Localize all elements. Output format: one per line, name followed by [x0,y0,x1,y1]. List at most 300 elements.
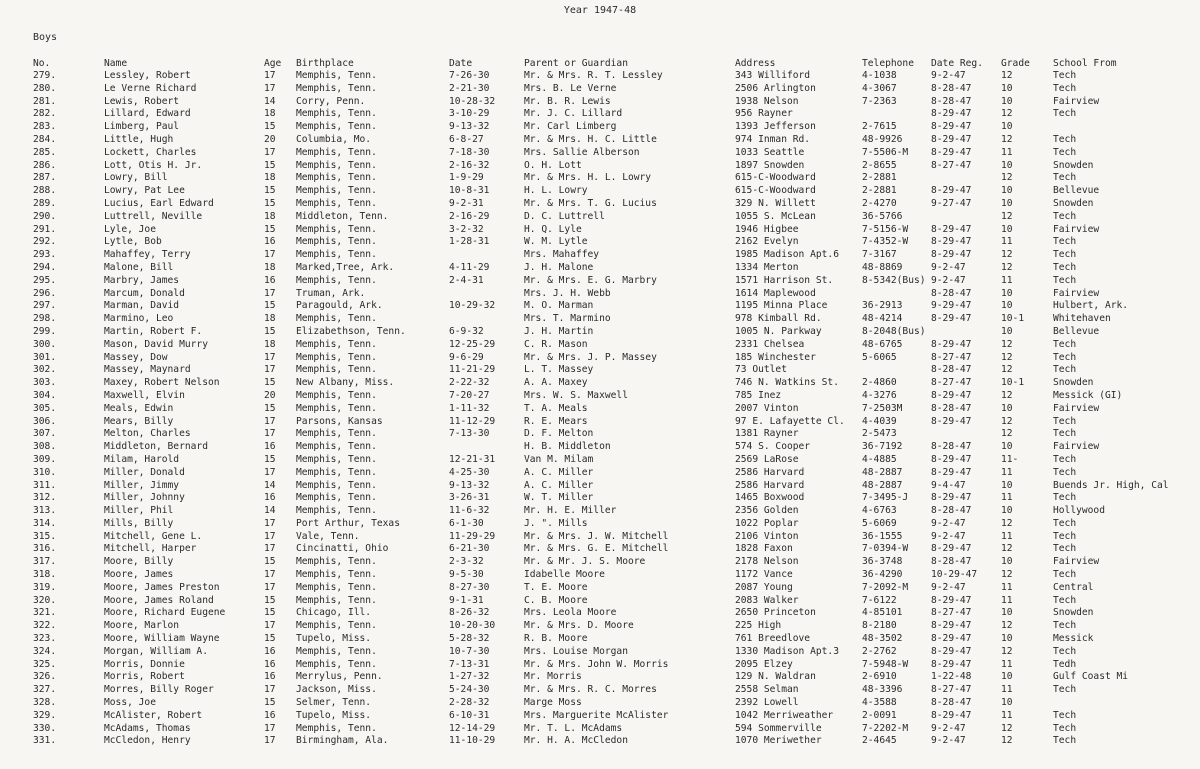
cell-name: McAdams, Thomas [104,722,191,734]
cell-telephone: 7-2092-M [862,581,909,593]
cell-no: 284. [33,133,57,145]
cell-telephone: 8-2048(Bus) [862,325,926,337]
cell-name: Milam, Harold [104,453,180,465]
cell-birthplace: Columbia, Mo. [296,133,372,145]
cell-date-reg: 9-2-47 [931,530,966,542]
header-name: Name [104,58,128,69]
cell-address: 1946 Higbee [735,223,799,235]
cell-age: 17 [264,517,276,529]
cell-grade: 12 [1001,364,1013,376]
cell-age: 16 [264,658,276,670]
cell-telephone: 2-6910 [862,671,897,683]
header-school-from: School From [1053,58,1117,69]
cell-telephone: 48-3502 [862,633,903,645]
cell-school-from: Tech [1053,453,1077,465]
cell-telephone: 2-2881 [862,172,897,184]
table-row [0,607,1200,620]
cell-age: 15 [264,453,276,465]
cell-age: 20 [264,389,276,401]
cell-grade: 10 [1001,159,1013,171]
cell-grade: 11 [1001,146,1013,158]
cell-no: 295. [33,274,57,286]
cell-date: 9-5-30 [449,569,484,581]
cell-parent: Mrs. Leola Moore [524,607,617,619]
table-row [0,262,1200,275]
header-date: Date [449,58,473,69]
table-row [0,147,1200,160]
cell-date: 6-1-30 [449,517,484,529]
cell-birthplace: Parsons, Kansas [296,415,383,427]
cell-parent: Mr. Morris [524,671,582,683]
table-row [0,518,1200,531]
table-row [0,108,1200,121]
cell-grade: 12 [1001,517,1013,529]
cell-date: 1-28-31 [449,236,490,248]
cell-date-reg: 8-27-47 [931,351,972,363]
cell-age: 17 [264,684,276,696]
cell-telephone: 2-0091 [862,709,897,721]
cell-age: 18 [264,108,276,120]
cell-address: 2586 Harvard [735,479,805,491]
cell-age: 20 [264,133,276,145]
cell-name: Miller, Donald [104,466,185,478]
cell-address: 2087 Young [735,581,793,593]
table-row [0,595,1200,608]
cell-name: Lott, Otis H. Jr. [104,159,203,171]
cell-address: 574 S. Cooper [735,441,811,453]
cell-no: 308. [33,441,57,453]
table-row [0,454,1200,467]
cell-grade: 10 [1001,300,1013,312]
table-row [0,428,1200,441]
cell-address: 785 Inez [735,389,782,401]
cell-name: Massey, Dow [104,351,168,363]
cell-parent: Mrs. B. Le Verne [524,82,617,94]
cell-name: Lessley, Robert [104,70,191,81]
cell-grade: 10 [1001,185,1013,197]
cell-date: 9-6-29 [449,351,484,363]
cell-school-from: Fairview [1053,223,1100,235]
cell-date-reg: 8-29-47 [931,620,972,632]
cell-address: 1033 Seattle [735,146,805,158]
cell-date-reg: 8-28-47 [931,95,972,107]
cell-grade: 12 [1001,569,1013,581]
cell-date-reg: 9-4-47 [931,479,966,491]
cell-school-from: Messick [1053,633,1094,645]
cell-parent: A. C. Miller [524,466,594,478]
cell-age: 17 [264,722,276,734]
cell-grade: 10 [1001,82,1013,94]
cell-telephone: 48-4214 [862,313,903,325]
cell-parent: Mrs. Sallie Alberson [524,146,640,158]
cell-parent: R. E. Mears [524,415,588,427]
cell-date-reg: 8-29-47 [931,645,972,657]
cell-parent: Mr. H. A. McCledon [524,735,628,747]
cell-school-from: Tech [1053,274,1077,286]
cell-name: Little, Hugh [104,133,174,145]
cell-date: 5-24-30 [449,684,490,696]
table-row [0,403,1200,416]
cell-age: 18 [264,313,276,325]
cell-date-reg: 8-29-47 [931,543,972,555]
cell-grade: 12 [1001,428,1013,440]
cell-grade: 11 [1001,709,1013,721]
cell-birthplace: Memphis, Tenn. [296,428,377,440]
cell-parent: W. M. Lytle [524,236,588,248]
cell-school-from: Snowden [1053,159,1094,171]
cell-birthplace: Memphis, Tenn. [296,121,377,133]
cell-school-from: Tech [1053,466,1077,478]
cell-age: 18 [264,261,276,273]
cell-date-reg: 9-2-47 [931,70,966,81]
cell-name: Maxwell, Elvin [104,389,185,401]
cell-age: 15 [264,594,276,606]
cell-date: 12-14-29 [449,722,496,734]
cell-parent: J. H. Martin [524,325,594,337]
cell-parent: Mr. & Mrs. T. G. Lucius [524,197,657,209]
cell-birthplace: New Albany, Miss. [296,377,395,389]
table-row [0,364,1200,377]
cell-birthplace: Memphis, Tenn. [296,594,377,606]
cell-name: Moore, Richard Eugene [104,607,226,619]
cell-birthplace: Memphis, Tenn. [296,556,377,568]
cell-no: 281. [33,95,57,107]
cell-date: 9-13-32 [449,479,490,491]
cell-name: Mahaffey, Terry [104,249,191,261]
cell-telephone: 2-7615 [862,121,897,133]
cell-birthplace: Memphis, Tenn. [296,159,377,171]
cell-date: 3-26-31 [449,492,490,504]
cell-date: 6-21-30 [449,543,490,555]
cell-name: Le Verne Richard [104,82,197,94]
cell-date: 10-7-30 [449,645,490,657]
cell-address: 73 Outlet [735,364,787,376]
cell-no: 279. [33,70,57,81]
cell-grade: 10 [1001,441,1013,453]
cell-date-reg: 8-27-47 [931,684,972,696]
cell-no: 291. [33,223,57,235]
cell-address: 956 Rayner [735,108,793,120]
cell-no: 320. [33,594,57,606]
cell-date: 6-8-27 [449,133,484,145]
cell-telephone: 4-1038 [862,70,897,81]
cell-date-reg: 8-29-47 [931,453,972,465]
cell-school-from: Tech [1053,543,1077,555]
cell-age: 16 [264,671,276,683]
cell-telephone: 7-5156-W [862,223,909,235]
cell-date-reg: 8-29-47 [931,236,972,248]
cell-birthplace: Jackson, Miss. [296,684,377,696]
cell-birthplace: Memphis, Tenn. [296,70,377,81]
cell-parent: Idabelle Moore [524,569,605,581]
table-row [0,659,1200,672]
table-row [0,185,1200,198]
cell-parent: O. H. Lott [524,159,582,171]
cell-no: 331. [33,735,57,747]
cell-date-reg: 10-29-47 [931,569,978,581]
cell-date: 2-21-30 [449,82,490,94]
table-row [0,531,1200,544]
cell-date: 1-9-29 [449,172,484,184]
table-row [0,172,1200,185]
cell-address: 2650 Princeton [735,607,816,619]
cell-telephone: 48-8869 [862,261,903,273]
cell-address: 974 Inman Rd. [735,133,811,145]
table-row [0,620,1200,633]
cell-date: 6-9-32 [449,325,484,337]
cell-grade: 10 [1001,697,1013,709]
cell-name: Mills, Billy [104,517,174,529]
cell-birthplace: Memphis, Tenn. [296,620,377,632]
cell-age: 16 [264,274,276,286]
cell-date: 4-25-30 [449,466,490,478]
cell-name: Lillard, Edward [104,108,191,120]
cell-grade: 10 [1001,402,1013,414]
cell-name: Moore, James Roland [104,594,214,606]
cell-school-from: Tech [1053,82,1077,94]
cell-school-from: Tech [1053,492,1077,504]
cell-date: 7-13-30 [449,428,490,440]
cell-no: 297. [33,300,57,312]
cell-address: 2007 Vinton [735,402,799,414]
cell-telephone: 2-4860 [862,377,897,389]
cell-telephone: 5-6069 [862,517,897,529]
cell-birthplace: Memphis, Tenn. [296,645,377,657]
table-row [0,313,1200,326]
header-grade: Grade [1001,58,1030,69]
cell-no: 314. [33,517,57,529]
cell-date-reg: 8-28-47 [931,697,972,709]
cell-address: 1042 Merriweather [735,709,834,721]
cell-parent: Mr. & Mrs. R. C. Morres [524,684,657,696]
cell-no: 286. [33,159,57,171]
cell-address: 97 E. Lafayette Cl. [735,415,845,427]
cell-parent: D. C. Luttrell [524,210,605,222]
cell-date-reg: 8-29-47 [931,133,972,145]
cell-date: 11-10-29 [449,735,496,747]
cell-school-from: Central [1053,581,1094,593]
cell-grade: 10 [1001,479,1013,491]
cell-name: Morgan, William A. [104,645,208,657]
cell-school-from: Tech [1053,722,1077,734]
cell-parent: H. Q. Lyle [524,223,582,235]
cell-date-reg: 8-28-47 [931,505,972,517]
cell-school-from: Tech [1053,236,1077,248]
cell-name: Moore, James Preston [104,581,220,593]
cell-school-from: Tech [1053,684,1077,696]
cell-date-reg: 9-2-47 [931,274,966,286]
cell-age: 18 [264,172,276,184]
cell-address: 2331 Chelsea [735,338,805,350]
cell-address: 129 N. Waldran [735,671,816,683]
cell-address: 1330 Madison Apt.3 [735,645,839,657]
cell-name: Moore, William Wayne [104,633,220,645]
cell-no: 292. [33,236,57,248]
cell-school-from: Tech [1053,351,1077,363]
cell-grade: 10-1 [1001,377,1025,389]
cell-date-reg: 9-2-47 [931,517,966,529]
table-row [0,83,1200,96]
header-address: Address [735,58,776,69]
cell-date-reg: 8-27-47 [931,377,972,389]
cell-age: 16 [264,492,276,504]
cell-parent: Mr. & Mr. J. S. Moore [524,556,646,568]
cell-address: 1465 Boxwood [735,492,805,504]
cell-name: Lyle, Joe [104,223,156,235]
cell-parent: Mrs. Louise Morgan [524,645,628,657]
cell-date: 10-20-30 [449,620,496,632]
cell-date-reg: 1-22-48 [931,671,972,683]
cell-grade: 11 [1001,236,1013,248]
table-row [0,160,1200,173]
cell-age: 16 [264,709,276,721]
cell-school-from: Fairview [1053,556,1100,568]
cell-no: 280. [33,82,57,94]
table-row [0,723,1200,736]
cell-parent: H. L. Lowry [524,185,588,197]
cell-school-from: Snowden [1053,377,1094,389]
cell-telephone: 2-5473 [862,428,897,440]
cell-telephone: 2-4270 [862,197,897,209]
cell-telephone: 7-4352-W [862,236,909,248]
cell-date: 11-29-29 [449,530,496,542]
cell-address: 1828 Faxon [735,543,793,555]
cell-birthplace: Cincinatti, Ohio [296,543,389,555]
cell-parent: T. A. Meals [524,402,588,414]
cell-name: Marman, David [104,300,180,312]
cell-age: 16 [264,236,276,248]
cell-parent: R. B. Moore [524,633,588,645]
cell-school-from: Fairview [1053,287,1100,299]
table-row [0,236,1200,249]
header-no: No. [33,58,51,69]
cell-grade: 10 [1001,556,1013,568]
cell-parent: Mr. & Mrs. J. P. Massey [524,351,657,363]
cell-age: 18 [264,338,276,350]
cell-address: 2506 Arlington [735,82,816,94]
cell-name: Morres, Billy Roger [104,684,214,696]
cell-parent: C. B. Moore [524,594,588,606]
cell-telephone: 4-6763 [862,505,897,517]
cell-grade: 11 [1001,581,1013,593]
cell-parent: W. T. Miller [524,492,594,504]
cell-telephone: 7-5948-W [862,658,909,670]
cell-address: 978 Kimball Rd. [735,313,822,325]
cell-name: Mitchell, Gene L. [104,530,203,542]
cell-telephone: 7-5506-M [862,146,909,158]
cell-school-from: Whitehaven [1053,313,1111,325]
cell-address: 1985 Madison Apt.6 [735,249,839,261]
cell-age: 16 [264,645,276,657]
cell-school-from: Snowden [1053,607,1094,619]
cell-age: 15 [264,121,276,133]
cell-birthplace: Memphis, Tenn. [296,108,377,120]
cell-name: Lowry, Pat Lee [104,185,185,197]
cell-telephone: 2-8655 [862,159,897,171]
cell-birthplace: Tupelo, Miss. [296,633,372,645]
table-row [0,556,1200,569]
table-row [0,505,1200,518]
table-row [0,480,1200,493]
cell-age: 15 [264,697,276,709]
cell-telephone: 4-4885 [862,453,897,465]
cell-grade: 12 [1001,338,1013,350]
cell-name: Middleton, Bernard [104,441,208,453]
cell-date: 3-2-32 [449,223,484,235]
column-headers [0,57,1200,70]
cell-date-reg: 8-29-47 [931,709,972,721]
cell-address: 2392 Lowell [735,697,799,709]
cell-name: Morris, Donnie [104,658,185,670]
cell-school-from: Tech [1053,415,1077,427]
cell-telephone: 2-4645 [862,735,897,747]
cell-school-from: Hollywood [1053,505,1105,517]
cell-school-from: Fairview [1053,95,1100,107]
cell-date: 6-10-31 [449,709,490,721]
cell-age: 17 [264,70,276,81]
cell-school-from: Tech [1053,108,1077,120]
cell-grade: 10 [1001,223,1013,235]
cell-date: 8-27-30 [449,581,490,593]
cell-no: 282. [33,108,57,120]
table-row [0,569,1200,582]
cell-parent: Mrs. J. H. Webb [524,287,611,299]
cell-no: 289. [33,197,57,209]
cell-date: 10-8-31 [449,185,490,197]
cell-parent: A. C. Miller [524,479,594,491]
cell-age: 15 [264,607,276,619]
cell-no: 318. [33,569,57,581]
cell-address: 2162 Evelyn [735,236,799,248]
cell-date-reg: 8-28-47 [931,556,972,568]
cell-birthplace: Memphis, Tenn. [296,581,377,593]
cell-age: 17 [264,415,276,427]
cell-name: Lucius, Earl Edward [104,197,214,209]
cell-age: 17 [264,569,276,581]
cell-date-reg: 8-29-47 [931,108,972,120]
cell-date: 1-27-32 [449,671,490,683]
cell-date-reg: 8-29-47 [931,389,972,401]
cell-no: 307. [33,428,57,440]
cell-name: Limberg, Paul [104,121,180,133]
cell-no: 299. [33,325,57,337]
cell-name: Malone, Bill [104,261,174,273]
cell-no: 329. [33,709,57,721]
cell-no: 324. [33,645,57,657]
cell-name: Moss, Joe [104,697,156,709]
table-row [0,671,1200,684]
cell-grade: 10 [1001,607,1013,619]
cell-no: 312. [33,492,57,504]
cell-parent: A. A. Maxey [524,377,588,389]
cell-grade: 12 [1001,389,1013,401]
cell-telephone: 7-2503M [862,402,903,414]
cell-telephone: 48-3396 [862,684,903,696]
table-row [0,416,1200,429]
cell-grade: 10 [1001,633,1013,645]
table-row [0,211,1200,224]
cell-grade: 12 [1001,261,1013,273]
cell-school-from: Fairview [1053,441,1100,453]
cell-age: 14 [264,95,276,107]
header-telephone: Telephone [862,58,914,69]
cell-telephone: 36-2913 [862,300,903,312]
cell-no: 285. [33,146,57,158]
cell-name: Luttrell, Neville [104,210,203,222]
cell-grade: 12 [1001,735,1013,747]
cell-telephone: 7-6122 [862,594,897,606]
cell-date: 1-11-32 [449,402,490,414]
